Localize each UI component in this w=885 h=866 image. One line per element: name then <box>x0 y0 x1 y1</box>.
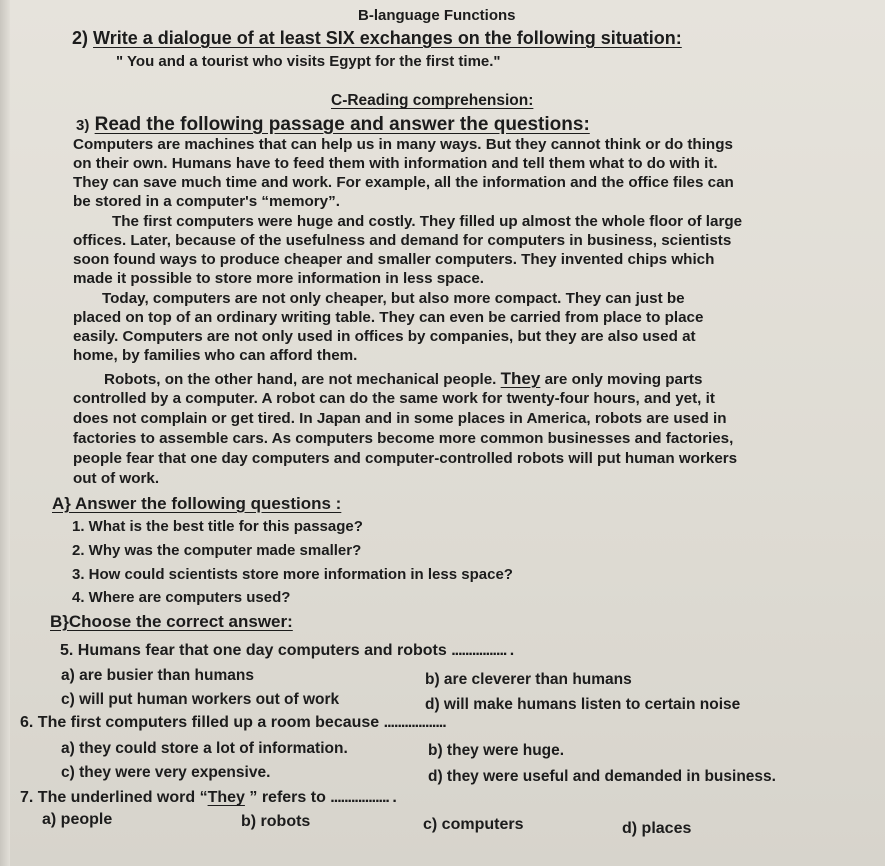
question-6 <box>20 714 446 732</box>
question-2 <box>72 29 682 47</box>
part-a-question-4: 4. Where are computers used? <box>72 589 291 606</box>
question-5 <box>60 642 513 660</box>
q5-option-a: a) are busier than humans <box>61 667 254 684</box>
passage-p4-line5: people fear that one day computers and computer-controlled robots will put human workers <box>73 450 738 467</box>
passage-p3-line2: placed on top of an ordinary writing table. They can even be carried from place to place <box>73 309 704 326</box>
q7-option-c: c) computers <box>423 816 524 833</box>
question-7-word: They <box>207 789 245 806</box>
passage-p4-line2: controlled by a computer. A robot can do the same work for twenty-four hours, and yet, it <box>73 390 715 407</box>
question-2-number: 2) <box>72 28 89 48</box>
q6-option-c: c) they were very expensive. <box>61 764 271 781</box>
passage-p2-line1: The first computers were huge and costly. They filled up almost the whole floor of large <box>112 213 743 230</box>
passage-p3-line1: Today, computers are not only cheaper, but also more compact. They can just be <box>102 290 685 307</box>
section-b-title: B-language Functions <box>358 7 516 24</box>
q7-option-a: a) people <box>42 811 113 828</box>
q6-option-a: a) they could store a lot of information. <box>61 740 348 757</box>
question-6-blank: .................. <box>383 714 446 731</box>
passage-p2-line3: soon found ways to produce cheaper and smaller computers. They invented chips which <box>73 251 715 268</box>
part-a-question-3: 3. How could scientists store more information in less space? <box>72 566 513 583</box>
passage-p2-line2: offices. Later, because of the usefulness and demand for computers in business, scientists <box>73 232 732 249</box>
passage-p4-line1-pre: Robots, on the other hand, are not mechanical people. <box>104 371 497 388</box>
passage-p3-line4: home, by families who can afford them. <box>73 347 358 364</box>
passage-p4-line1-post: are only moving parts <box>544 371 703 388</box>
question-5-text: 5. Humans fear that one day computers and robots <box>60 642 447 659</box>
q6-option-b: b) they were huge. <box>428 742 565 759</box>
q7-option-b: b) robots <box>241 813 311 830</box>
passage-p2-line4: made it possible to store more information in less space. <box>73 270 485 287</box>
part-a-question-2: 2. Why was the computer made smaller? <box>72 542 362 559</box>
question-7-post: ” refers to <box>244 789 326 806</box>
underlined-word-they: They <box>500 369 541 388</box>
question-2-situation: " You and a tourist who visits Egypt for the first time." <box>116 53 501 70</box>
passage-p1-line3: They can save much time and work. For example, all the information and the office files can <box>73 174 734 191</box>
page-edge-shadow <box>0 0 10 866</box>
question-3 <box>76 114 590 137</box>
section-c-title: C-Reading comprehension: <box>331 92 534 109</box>
q5-option-c: c) will put human workers out of work <box>61 691 340 708</box>
passage-p1-line1: Computers are machines that can help us in many ways. But they cannot think or do things <box>73 136 733 153</box>
question-7 <box>20 789 396 807</box>
question-2-text: Write a dialogue of at least SIX exchanges on the following situation: <box>93 28 682 48</box>
passage-p4-line4: factories to assemble cars. As computers become more common businesses and factories, <box>73 430 734 447</box>
passage-p4-line6: out of work. <box>73 470 160 487</box>
passage-p4-line3: does not complain or get tired. In Japan and in some places in America, robots are used in <box>73 410 727 427</box>
question-7-pre: 7. The underlined word “ <box>20 789 208 806</box>
passage-p4-line1 <box>104 370 702 389</box>
q5-option-b: b) are cleverer than humans <box>425 671 632 688</box>
q6-option-d: d) they were useful and demanded in business. <box>428 768 776 785</box>
part-a-title: A} Answer the following questions : <box>52 494 342 513</box>
q7-option-d: d) places <box>622 820 692 837</box>
q5-option-d: d) will make humans listen to certain noise <box>425 696 741 713</box>
part-b-title: B}Choose the correct answer: <box>50 612 293 631</box>
passage-p1-line4: be stored in a computer's “memory”. <box>73 193 340 210</box>
part-a-question-1: 1. What is the best title for this passage? <box>72 518 363 535</box>
passage-p1-line2: on their own. Humans have to feed them with information and tell them what to do with it. <box>73 155 718 172</box>
question-6-text: 6. The first computers filled up a room because <box>20 714 380 731</box>
question-3-number: 3) <box>76 117 90 134</box>
question-7-blank: ................. . <box>330 789 396 806</box>
passage-p3-line3: easily. Computers are not only used in offices by companies, but they are also used at <box>73 328 696 345</box>
question-3-text: Read the following passage and answer the questions: <box>94 114 590 135</box>
question-5-blank: ................ . <box>451 642 514 659</box>
